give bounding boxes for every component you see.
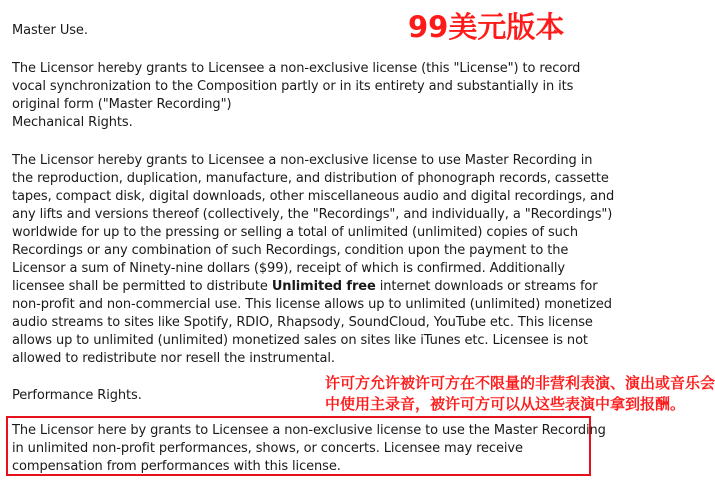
- master-use-line-1: The Licensor hereby grants to Licensee a non-exclusive license (this "License") to record: [12, 61, 581, 76]
- master-use-heading: Master Use.: [12, 23, 88, 38]
- chinese-note-line-1: 许可方允许被许可方在不限量的非营利表演、演出或音乐会: [325, 374, 715, 392]
- mechanical-rights-heading: Mechanical Rights.: [12, 115, 133, 130]
- master-use-line-2: vocal synchronization to the Composition partly or in its entirety and substantially in its: [12, 79, 574, 94]
- mechanical-line-5: worldwide for up to the pressing or selling a total of unlimited (unlimited) copies of such: [12, 225, 578, 240]
- price-version-badge: 99美元版本: [408, 10, 565, 44]
- performance-rights-heading: Performance Rights.: [12, 388, 142, 403]
- mechanical-line-10: audio streams to sites like Spotify, RDIO, Rhapsody, SoundCloud, YouTube etc. This license: [12, 315, 593, 330]
- performance-line-2: in unlimited non-profit performances, shows, or concerts. Licensee may receive: [12, 441, 523, 456]
- mechanical-line-2: the reproduction, duplication, manufacture, and distribution of phonograph records, cassette: [12, 171, 609, 186]
- mechanical-line-4: any lifts and versions thereof (collectively, the "Recordings", and individually, a "Recordings"): [12, 207, 613, 222]
- unlimited-free-emphasis: Unlimited free: [271, 279, 376, 294]
- mechanical-line-1: The Licensor hereby grants to Licensee a non-exclusive license to use Master Recording in: [12, 153, 593, 168]
- performance-line-1: The Licensor here by grants to Licensee a non-exclusive license to use the Master Recording: [12, 423, 606, 438]
- master-use-line-3: original form ("Master Recording"): [12, 97, 232, 112]
- performance-line-3: compensation from performances with this license.: [12, 459, 341, 474]
- mechanical-line-6: Recordings or any combination of such Recordings, condition upon the payment to the: [12, 243, 569, 258]
- chinese-note-line-2: 中使用主录音，被许可方可以从这些表演中拿到报酬。: [325, 395, 686, 413]
- mechanical-line-8: [12, 278, 598, 296]
- mechanical-line-8-suffix: internet downloads or streams for: [375, 279, 598, 294]
- mechanical-line-7: Licensor a sum of Ninety-nine dollars ($99), receipt of which is confirmed. Additionally: [12, 261, 565, 276]
- mechanical-line-11: allows up to unlimited (unlimited) monetized sales on sites like iTunes etc. Licensee is not: [12, 333, 588, 348]
- mechanical-line-3: tapes, compact disk, digital downloads, other miscellaneous audio and digital recordings, and: [12, 189, 615, 204]
- mechanical-line-8-prefix: licensee shall be permitted to distribute: [12, 279, 272, 294]
- mechanical-line-12: allowed to redistribute nor resell the instrumental.: [12, 351, 335, 366]
- mechanical-line-9: non-profit and non-commercial use. This license allows up to unlimited (unlimited) monetized: [12, 297, 612, 312]
